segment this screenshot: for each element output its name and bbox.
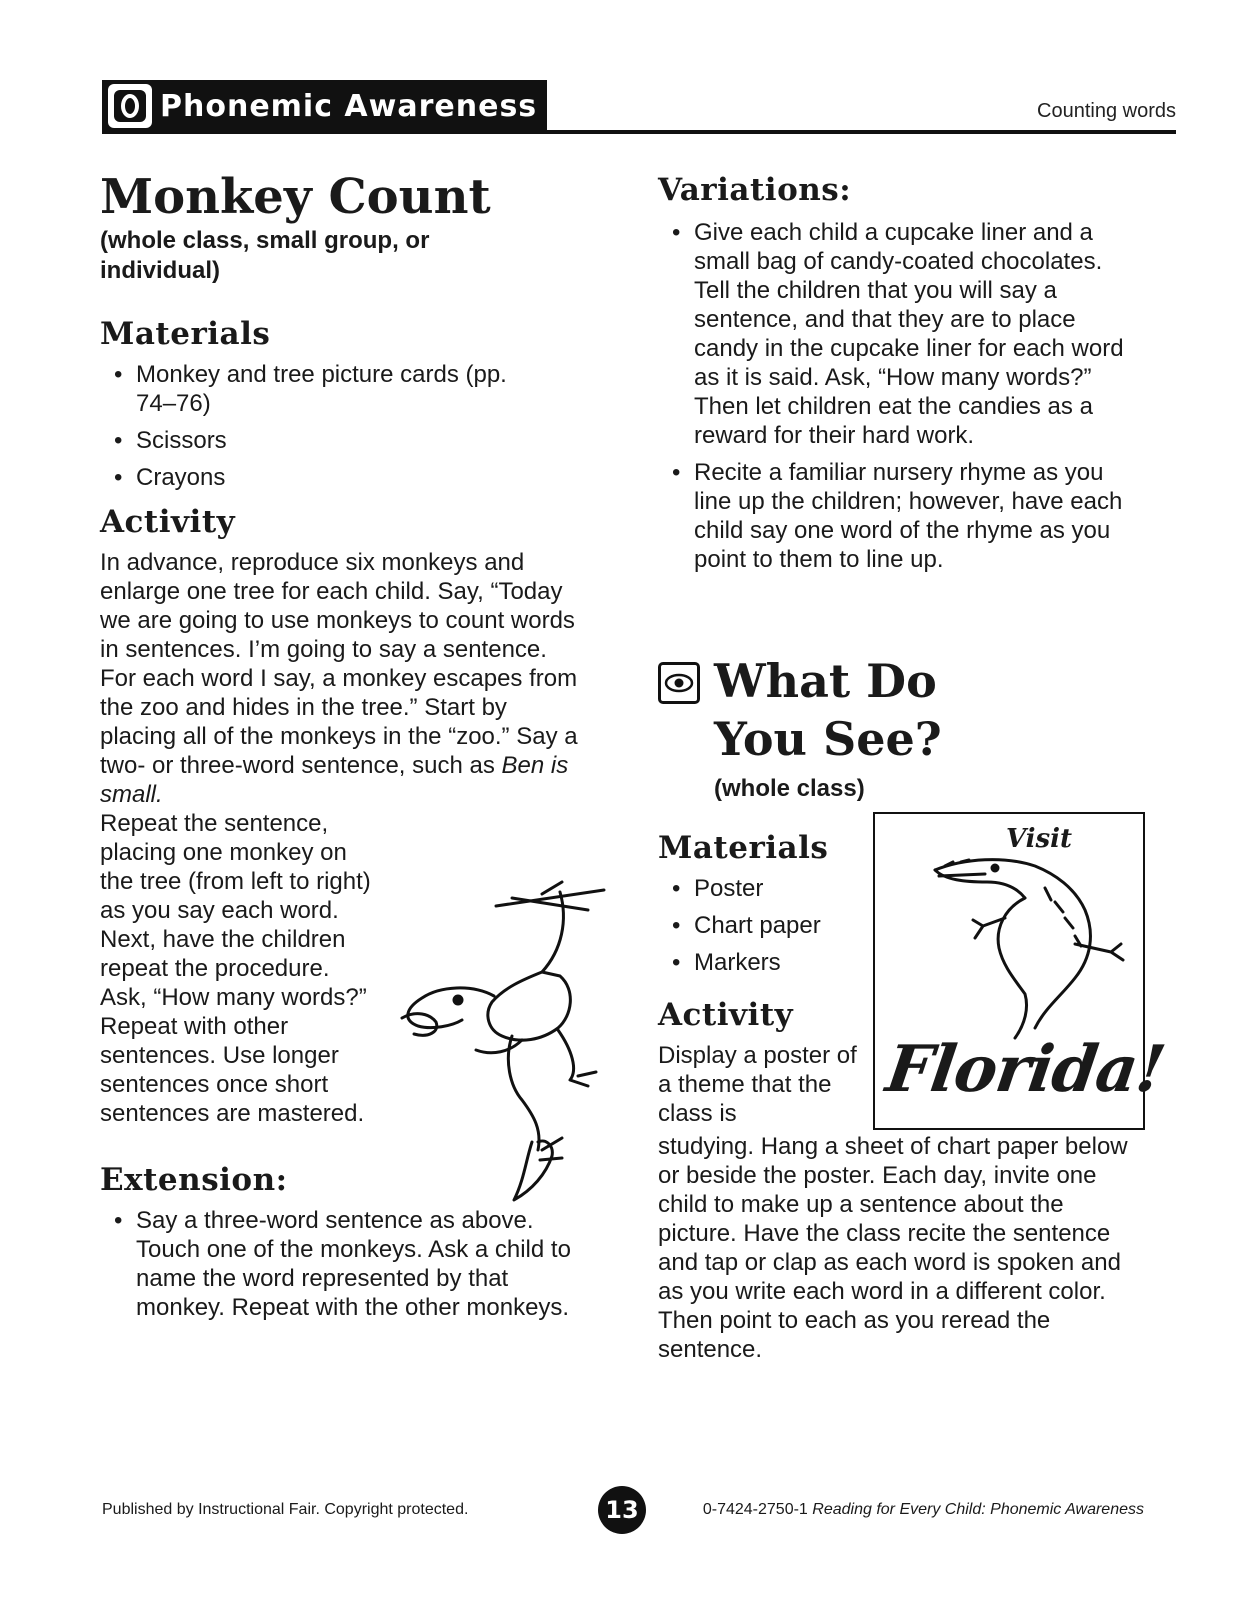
poster-florida-text: Florida!: [881, 1032, 1170, 1107]
book-reference: 0-7424-2750-1 Reading for Every Child: Phonemic Awareness: [702, 1501, 1144, 1518]
page-number: 13: [598, 1486, 646, 1534]
activity-title-line1: What Do: [714, 654, 937, 708]
extension-heading: Extension:: [100, 1162, 288, 1199]
list-item: • Chart paper: [658, 911, 873, 940]
alligator-illustration: [925, 848, 1125, 1048]
grouping-note: (whole class, small group, or individual): [100, 227, 430, 285]
poster-visit-text: Visit: [1005, 824, 1073, 854]
monkey-illustration: [392, 880, 608, 1210]
variations-list: [658, 218, 1143, 574]
materials-heading: Materials: [100, 316, 271, 353]
list-item: • Say a three-word sentence as above. Touch one of the monkeys. Ask a child to name the word represented by that monkey. Repeat with the other monkeys.: [100, 1206, 590, 1322]
materials-heading: Materials: [658, 830, 829, 866]
list-item: • Poster: [658, 874, 873, 903]
activity-text: Display a poster of a theme that the class is: [658, 1042, 857, 1127]
list-item: • Scissors: [100, 426, 520, 455]
book-title: Reading for Every Child: Phonemic Awareness: [812, 1501, 1144, 1518]
copyright-notice: Published by Instructional Fair. Copyright protected.: [102, 1501, 469, 1518]
list-item: • Give each child a cupcake liner and a small bag of candy-coated chocolates. Tell the children that you will say a sentence, and that they are to place candy in the cupcake liner for each word as it is said. Ask, “How many words?” Then let children eat the candies as a reward for their hard work.: [658, 218, 1143, 450]
activity-title-line2: You See?: [714, 712, 942, 766]
header-badge: [102, 80, 547, 132]
activity-heading: Activity: [658, 997, 794, 1033]
activity-heading: Activity: [100, 504, 236, 541]
activity-title: Monkey Count: [100, 169, 491, 225]
materials-list: [100, 360, 520, 492]
list-item: • Recite a familiar nursery rhyme as you line up the children; however, have each child say one word of the rhyme as you point to them to line up.: [658, 458, 1143, 574]
variations-heading: Variations:: [658, 172, 852, 208]
eye-icon: [658, 662, 700, 704]
grouping-note: (whole class): [714, 775, 865, 802]
list-item: • Crayons: [100, 463, 520, 492]
list-item: • Markers: [658, 948, 873, 977]
what-do-you-see-heading: [714, 652, 954, 804]
section-title: Phonemic Awareness: [160, 88, 538, 124]
right-column: [658, 172, 1148, 582]
list-item: • Monkey and tree picture cards (pp. 74–76): [100, 360, 520, 418]
activity-text: In advance, reproduce six monkeys and enlarge one tree for each child. Say, “Today we are going to use monkeys to count words in sentences. I’m going to say a sentence. For each word I say, a monkey escapes from the zoo and hides in the tree.” Start by placing all of the monkeys in the “zoo.” Say a two- or three-word sentence, such as Ben is small.: [100, 549, 578, 809]
section-header: [102, 80, 1176, 134]
activity-text-continued: studying. Hang a sheet of chart paper below or beside the poster. Each day, invite one child to make up a sentence about the picture. Have the class recite the sentence and tap or clap as each word is spoken and as you write each word in a different color. Then point to each as you reread the sentence.: [658, 1133, 1128, 1363]
right-materials: [658, 830, 873, 1128]
activity-text-continued: Repeat the sentence, placing one monkey on the tree (from left to right) as you say each word. Next, have the children repeat the procedure. Ask, “How many words?” Repeat with other sentences. Use longer sentences once short sentences are mastered.: [100, 810, 371, 1128]
extension-list: [100, 1206, 590, 1322]
example-sentence: Ben is small.: [100, 752, 569, 809]
florida-poster: [873, 812, 1170, 1130]
topic-label: Counting words: [1037, 100, 1176, 122]
materials-list: [658, 874, 873, 977]
letter-o-icon: [108, 84, 152, 128]
